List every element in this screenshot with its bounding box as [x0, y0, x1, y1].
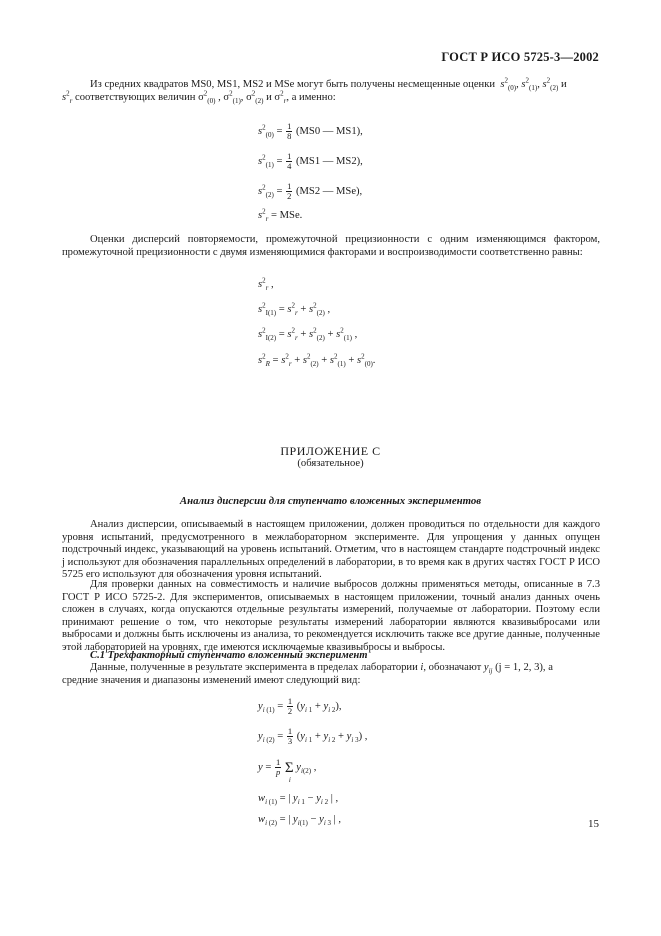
- section-title: Анализ дисперсии для ступенчато вложенных экспериментов: [179, 495, 482, 507]
- formula-intermediate-2: $s^2_{I(2)} = s^2_r + s^2_{(2)} + s^2_{(1)}$ ,: [258, 326, 358, 343]
- appendix-subtitle: (обязательное): [297, 458, 364, 469]
- appendix-title: ПРИЛОЖЕНИЕ С: [280, 444, 381, 458]
- document-header: ГОСТ Р ИСО 5725-3—2002: [441, 50, 599, 64]
- estimates-paragraph: Оценки дисперсий повторяемости, промежуточной прецизионности с одним изменяющимся фактором, промежуточной прецизионности с двумя изменяющимися факторами и воспроизводимости соответственно равны:: [62, 234, 600, 258]
- formula-s0: $s^2_{(0)}$ = $\frac{1}{8}$ (MS0 — MS1),: [258, 121, 363, 141]
- page-number: 15: [588, 818, 599, 830]
- appendix-paragraph-1: Анализ дисперсии, описываемый в настоящем приложении, должен проводиться по отдельности для каждого уровня испытаний, предусмотренного в межлабораторном эксперименте. Для упрощения у данных опущен подстрочный индекс, указывающий на уровень испытаний. Отметим, что в настоящем стандарте подстрочный индекс j используют для обозначения параллельных определений в лаборатории, в то время как в других частях ГОСТ Р ИСО 5725 его используют для обозначения уровня испытаний.: [62, 519, 600, 581]
- formula-sr: $s^2_r$ = MSe.: [258, 207, 303, 224]
- formula-intermediate-1: $s^2_{I(1)} = s^2_r + s^2_{(2)}$ ,: [258, 301, 331, 318]
- formula-mean-2: $y_{i (2)}$ = $\frac{1}{3}$ $(y_{i 1} + y_{i 2} + y_{i 3})$ ,: [258, 726, 368, 746]
- formula-repeatability: $s^2_r$ ,: [258, 276, 274, 293]
- subsection-title: С.1 Трехфакторный ступенчато вложенный эксперимент: [90, 650, 368, 661]
- formula-reproducibility: $s^2_R = s^2_r + s^2_{(2)} + s^2_{(1)} + s^2_{(0)}$.: [258, 352, 376, 369]
- formula-mean-1: $y_{i (1)}$ = $\frac{1}{2}$ $(y_{i 1} + y_{i 2})$,: [258, 696, 342, 716]
- formula-range-2: $w_{i (2)}$ = | $y_{i(1)} - y_{i 3}$ | ,: [258, 814, 342, 828]
- formula-grand-mean: y = $\frac{1}{p}$ Σ i $y_{i(2)}$ ,: [258, 757, 317, 784]
- intro-paragraph: Из средних квадратов MS0, MS1, MS2 и MSe могут быть получены несмещенные оценки $s^2_{(0)}$, $s^2_{(1)}$, $s^2_{(2)}$ и $s^2_r$ соответствующих величин $\sigma^2_{(0)}$ , $\sigma^2_{(1)}$, $\sigma^2_{(2)}$ и $\sigma^2_r$, а именно:: [62, 76, 567, 105]
- appendix-paragraph-3: Данные, полученные в результате эксперимента в пределах лаборатории i, обозначают $y_{ij}$ (j = 1, 2, 3), а средние значения и диапазоны изменений имеют следующий вид:: [62, 662, 553, 686]
- intro-line1: Из средних квадратов MS0, MS1, MS2 и MSe могут быть получены несмещенные оценки: [90, 79, 496, 90]
- formula-s1: $s^2_{(1)}$ = $\frac{1}{4}$ (MS1 — MS2),: [258, 151, 363, 171]
- intro-namely: , а именно:: [286, 91, 336, 103]
- formula-s2: $s^2_{(2)}$ = $\frac{1}{2}$ (MS2 — MSe),: [258, 181, 363, 201]
- intro-line2: соответствующих величин: [75, 91, 196, 103]
- appendix-paragraph-2: Для проверки данных на совместимость и наличие выбросов должны применяться методы, описанные в 7.3 ГОСТ Р ИСО 5725-2. Для экспериментов, описываемых в настоящем приложении, точный анализ данных очень сложен в случаях, когда опускаются отдельные результаты измерений, получаемые от лаборатории. Поэтому если принимают решение о том, что некоторые результаты измерений лаборатории являются квазивыбросами или выбросами и должны быть исключены из анализа, то рекомендуется исключить также все другие данные, полученные этой лабораторией на уровнях, где имеются исключаемые квазивыбросы и выбросы.: [62, 579, 600, 653]
- formula-range-1: $w_{i (1)}$ = | $y_{i 1} - y_{i 2}$ | ,: [258, 793, 339, 807]
